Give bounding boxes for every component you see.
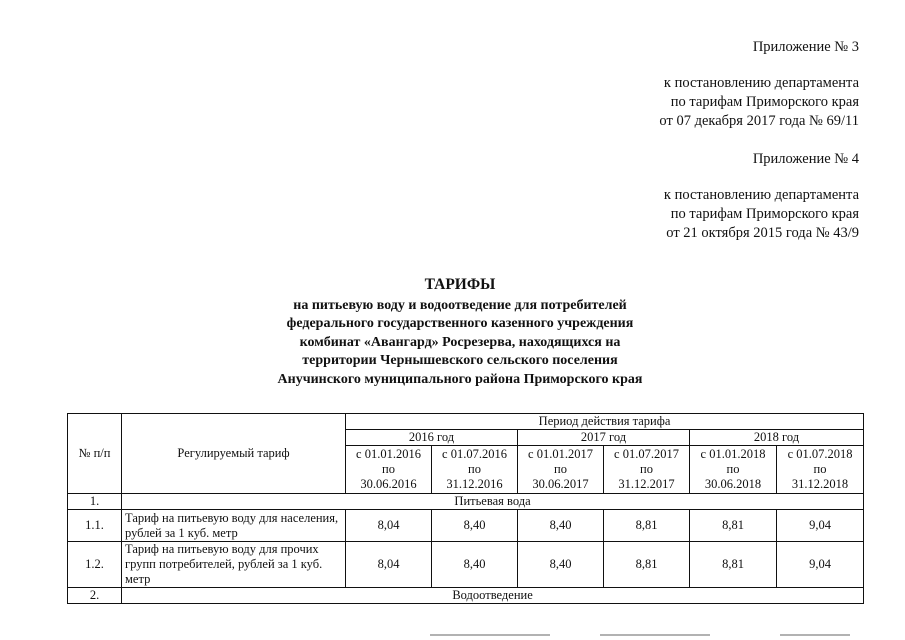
period-from: с 01.07.2017 xyxy=(614,447,679,461)
header-tariff: Регулируемый тариф xyxy=(122,414,346,494)
row-value: 8,40 xyxy=(518,510,604,542)
row-value: 8,81 xyxy=(604,542,690,588)
row-value: 8,40 xyxy=(432,542,518,588)
row-value: 8,81 xyxy=(604,510,690,542)
annex-3-line: по тарифам Приморского края xyxy=(670,94,859,110)
period-to: 31.12.2016 xyxy=(446,477,503,491)
document-subtitle-line: территории Чернышевского сельского поселения xyxy=(302,353,618,368)
table-row xyxy=(68,510,864,542)
section-title: Питьевая вода xyxy=(122,494,864,510)
row-name: Тариф на питьевую воду для прочих групп потребителей, рублей за 1 куб. метр xyxy=(122,542,346,588)
period-po: по xyxy=(382,462,395,476)
header-period: Период действия тарифа xyxy=(346,414,864,430)
section-title: Водоотведение xyxy=(122,588,864,604)
row-value: 9,04 xyxy=(777,542,864,588)
period-to: 30.06.2017 xyxy=(532,477,589,491)
period-cell xyxy=(690,446,777,494)
period-cell xyxy=(604,446,690,494)
document-subtitle-line: федерального государственного казенного учреждения xyxy=(286,316,634,331)
section-row xyxy=(68,494,864,510)
document-title: ТАРИФЫ xyxy=(424,276,496,293)
table-row xyxy=(68,542,864,588)
section-num: 2. xyxy=(68,588,122,604)
row-num: 1.1. xyxy=(68,510,122,542)
period-from: с 01.01.2017 xyxy=(528,447,593,461)
header-row xyxy=(68,414,864,430)
period-from: с 01.01.2016 xyxy=(356,447,421,461)
period-po: по xyxy=(640,462,653,476)
period-to: 30.06.2018 xyxy=(704,477,762,491)
header-year: 2017 год xyxy=(518,430,690,446)
period-po: по xyxy=(726,462,740,476)
row-value: 8,40 xyxy=(432,510,518,542)
annex-3-title: Приложение № 3 xyxy=(752,39,859,55)
period-po: по xyxy=(813,462,827,476)
header-year: 2018 год xyxy=(690,430,864,446)
document-heading xyxy=(240,276,680,389)
row-value: 8,81 xyxy=(690,510,777,542)
document-subtitle-line: Анучинского муниципального района Приморского края xyxy=(277,371,643,387)
period-cell xyxy=(432,446,518,494)
period-from: с 01.07.2018 xyxy=(787,447,853,461)
header-year: 2016 год xyxy=(346,430,518,446)
row-value: 9,04 xyxy=(777,510,864,542)
period-to: 30.06.2016 xyxy=(360,477,417,491)
period-po: по xyxy=(468,462,481,476)
tariff-table xyxy=(67,413,864,604)
period-cell xyxy=(518,446,604,494)
period-po: по xyxy=(554,462,567,476)
scan-artifact xyxy=(780,634,850,636)
annex-4-line: от 21 октября 2015 года № 43/9 xyxy=(666,225,859,241)
period-to: 31.12.2018 xyxy=(791,477,849,491)
scan-artifact xyxy=(430,634,550,636)
section-num: 1. xyxy=(68,494,122,510)
row-name: Тариф на питьевую воду для населения, рублей за 1 куб. метр xyxy=(122,510,346,542)
annex-3-block xyxy=(659,38,859,131)
annex-3-line: от 07 декабря 2017 года № 69/11 xyxy=(659,113,859,129)
row-value: 8,04 xyxy=(346,510,432,542)
document-subtitle-line: комбинат «Авангард» Росрезерва, находящихся на xyxy=(299,334,621,350)
annex-4-line: к постановлению департамента xyxy=(663,187,859,203)
annex-4-title: Приложение № 4 xyxy=(752,151,859,167)
row-value: 8,40 xyxy=(518,542,604,588)
period-cell xyxy=(346,446,432,494)
row-num: 1.2. xyxy=(68,542,122,588)
document-subtitle-line: на питьевую воду и водоотведение для потребителей xyxy=(293,297,627,313)
annex-4-line: по тарифам Приморского края xyxy=(670,206,859,222)
annex-3-line: к постановлению департамента xyxy=(663,75,859,91)
period-to: 31.12.2017 xyxy=(618,477,675,491)
row-value: 8,81 xyxy=(690,542,777,588)
header-num: № п/п xyxy=(68,414,122,494)
scan-artifact xyxy=(600,634,710,636)
period-from: с 01.07.2016 xyxy=(442,447,507,461)
period-cell xyxy=(777,446,864,494)
row-value: 8,04 xyxy=(346,542,432,588)
period-from: с 01.01.2018 xyxy=(700,447,766,461)
section-row xyxy=(68,588,864,604)
annex-4-block xyxy=(664,150,859,243)
